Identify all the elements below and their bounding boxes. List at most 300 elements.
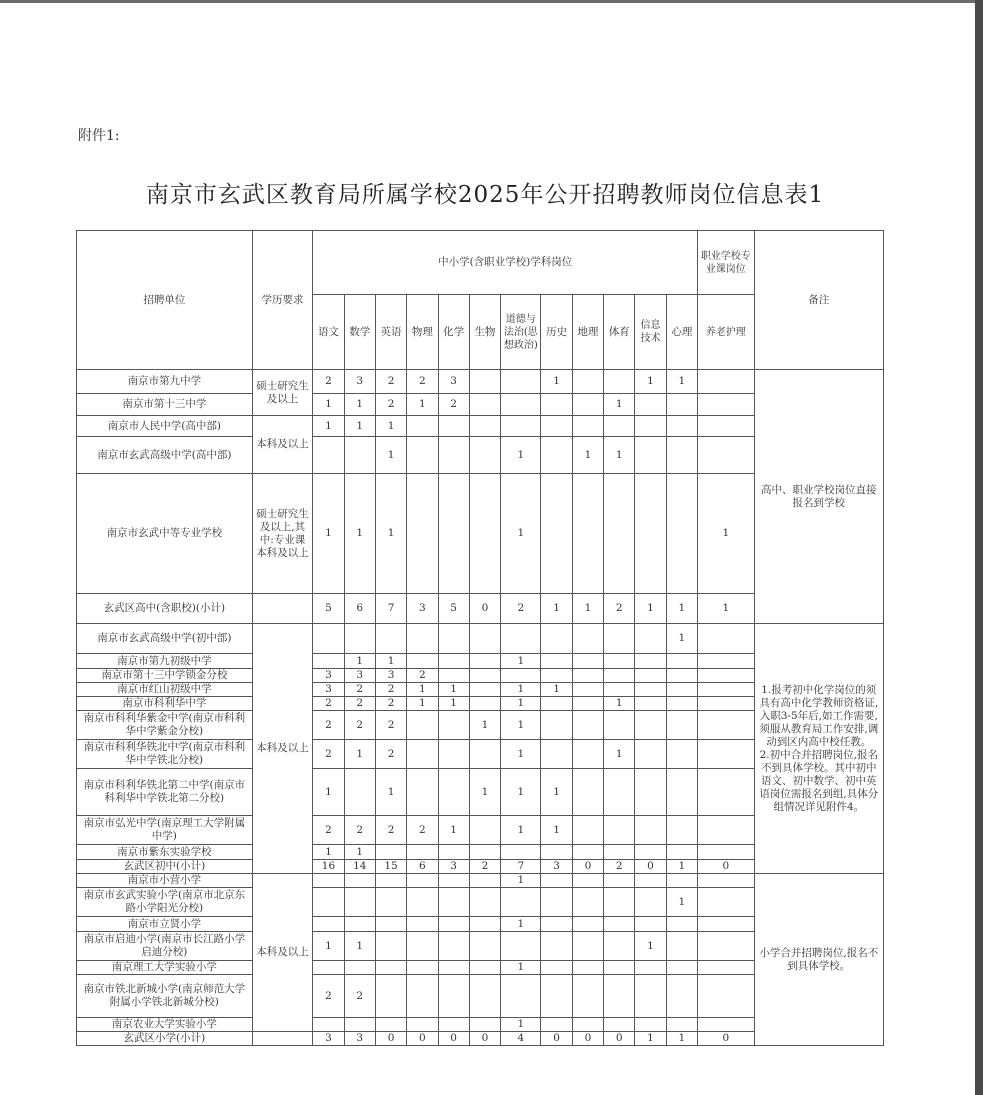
value-cell xyxy=(469,370,500,394)
value-cell: 3 xyxy=(541,860,572,874)
value-cell xyxy=(469,683,500,697)
value-cell xyxy=(469,917,500,932)
unit-name: 南京市科利华紫金中学(南京市科利华中学紫金分校) xyxy=(77,711,253,740)
value-cell: 3 xyxy=(438,860,469,874)
value-cell: 3 xyxy=(313,683,344,697)
value-cell xyxy=(635,624,666,654)
value-cell xyxy=(698,888,755,917)
page-title: 南京市玄武区教育局所属学校2025年公开招聘教师岗位信息表1 xyxy=(145,182,825,208)
value-cell: 2 xyxy=(407,816,438,845)
value-cell xyxy=(541,888,572,917)
value-cell xyxy=(666,769,697,816)
value-cell: 1 xyxy=(541,594,572,624)
value-cell: 1 xyxy=(698,594,755,624)
header-unit: 招聘单位 xyxy=(77,231,253,370)
value-cell xyxy=(541,669,572,683)
value-cell xyxy=(438,416,469,437)
value-cell: 2 xyxy=(344,816,375,845)
value-cell xyxy=(344,624,375,654)
value-cell xyxy=(698,740,755,769)
value-cell xyxy=(604,1018,635,1032)
value-cell xyxy=(666,697,697,711)
unit-name: 南京市红山初级中学 xyxy=(77,683,253,697)
value-cell: 2 xyxy=(344,683,375,697)
value-cell: 2 xyxy=(313,697,344,711)
value-cell xyxy=(572,711,603,740)
value-cell xyxy=(469,624,500,654)
recruitment-table xyxy=(76,230,884,1046)
header-subject: 英语 xyxy=(375,295,406,370)
value-cell: 2 xyxy=(375,740,406,769)
value-cell xyxy=(666,654,697,669)
value-cell xyxy=(666,474,697,594)
value-cell xyxy=(469,874,500,888)
value-cell xyxy=(666,669,697,683)
education-requirement: 硕士研究生及以上,其中:专业课本科及以上 xyxy=(252,474,313,594)
value-cell: 1 xyxy=(666,624,697,654)
value-cell xyxy=(635,769,666,816)
value-cell xyxy=(604,654,635,669)
value-cell xyxy=(541,416,572,437)
value-cell: 6 xyxy=(344,594,375,624)
value-cell: 6 xyxy=(407,860,438,874)
value-cell xyxy=(604,888,635,917)
value-cell: 0 xyxy=(635,860,666,874)
value-cell: 2 xyxy=(407,669,438,683)
value-cell xyxy=(375,932,406,961)
value-cell: 2 xyxy=(375,816,406,845)
unit-name: 南京市科利华中学 xyxy=(77,697,253,711)
value-cell xyxy=(572,669,603,683)
value-cell xyxy=(572,816,603,845)
header-subject: 物理 xyxy=(407,295,438,370)
value-cell xyxy=(698,624,755,654)
value-cell xyxy=(469,654,500,669)
table-row xyxy=(77,370,884,394)
value-cell: 1 xyxy=(344,740,375,769)
value-cell xyxy=(698,669,755,683)
value-cell xyxy=(344,917,375,932)
table-row xyxy=(77,624,884,654)
value-cell xyxy=(407,917,438,932)
unit-name: 南京市玄武高级中学(初中部) xyxy=(77,624,253,654)
value-cell xyxy=(572,697,603,711)
value-cell: 1 xyxy=(407,697,438,711)
value-cell xyxy=(572,1018,603,1032)
value-cell xyxy=(541,624,572,654)
value-cell xyxy=(572,740,603,769)
value-cell xyxy=(635,437,666,474)
value-cell: 2 xyxy=(407,370,438,394)
value-cell: 0 xyxy=(698,1032,755,1046)
value-cell xyxy=(635,416,666,437)
unit-name: 南京市玄武实验小学(南京市北京东路小学阳光分校) xyxy=(77,888,253,917)
education-requirement xyxy=(252,1032,313,1046)
value-cell xyxy=(541,932,572,961)
value-cell xyxy=(572,769,603,816)
value-cell xyxy=(698,1018,755,1032)
value-cell xyxy=(313,917,344,932)
value-cell: 2 xyxy=(375,370,406,394)
value-cell: 1 xyxy=(313,394,344,416)
value-cell xyxy=(344,888,375,917)
value-cell: 1 xyxy=(501,711,541,740)
unit-name: 南京市小营小学 xyxy=(77,874,253,888)
value-cell xyxy=(666,932,697,961)
value-cell: 1 xyxy=(344,394,375,416)
value-cell xyxy=(666,394,697,416)
value-cell xyxy=(698,711,755,740)
value-cell xyxy=(698,437,755,474)
value-cell: 1 xyxy=(313,845,344,860)
value-cell xyxy=(438,1018,469,1032)
value-cell xyxy=(698,416,755,437)
value-cell xyxy=(604,370,635,394)
unit-name: 南京市立贤小学 xyxy=(77,917,253,932)
scrollbar-track[interactable] xyxy=(975,0,983,1095)
value-cell: 1 xyxy=(501,683,541,697)
value-cell xyxy=(469,961,500,975)
value-cell xyxy=(438,961,469,975)
value-cell xyxy=(635,683,666,697)
value-cell xyxy=(541,917,572,932)
value-cell xyxy=(666,874,697,888)
unit-name: 南京理工大学实验小学 xyxy=(77,961,253,975)
unit-name: 南京市铁北新城小学(南京师范大学附属小学铁北新城分校) xyxy=(77,975,253,1018)
value-cell: 5 xyxy=(438,594,469,624)
value-cell xyxy=(635,961,666,975)
value-cell xyxy=(438,769,469,816)
value-cell: 2 xyxy=(501,594,541,624)
value-cell xyxy=(375,961,406,975)
attachment-label: 附件1: xyxy=(78,128,120,144)
value-cell: 1 xyxy=(407,683,438,697)
value-cell: 2 xyxy=(438,394,469,416)
value-cell: 1 xyxy=(604,437,635,474)
value-cell xyxy=(635,816,666,845)
header-subject: 体育 xyxy=(604,295,635,370)
header-subject: 数学 xyxy=(344,295,375,370)
value-cell: 1 xyxy=(344,474,375,594)
value-cell xyxy=(344,769,375,816)
value-cell xyxy=(572,932,603,961)
value-cell: 1 xyxy=(666,594,697,624)
value-cell xyxy=(313,888,344,917)
unit-name: 南京市第九中学 xyxy=(77,370,253,394)
value-cell xyxy=(666,917,697,932)
value-cell: 3 xyxy=(407,594,438,624)
unit-name: 南京市人民中学(高中部) xyxy=(77,416,253,437)
value-cell xyxy=(604,474,635,594)
value-cell xyxy=(469,932,500,961)
value-cell xyxy=(438,845,469,860)
header-subject: 信息技术 xyxy=(635,295,666,370)
value-cell: 2 xyxy=(375,394,406,416)
value-cell: 1 xyxy=(375,437,406,474)
unit-name: 南京市玄武高级中学(高中部) xyxy=(77,437,253,474)
value-cell: 15 xyxy=(375,860,406,874)
value-cell xyxy=(469,845,500,860)
value-cell xyxy=(541,697,572,711)
value-cell xyxy=(541,845,572,860)
unit-name: 南京市第十三中学锁金分校 xyxy=(77,669,253,683)
value-cell xyxy=(438,740,469,769)
value-cell: 2 xyxy=(604,860,635,874)
value-cell: 4 xyxy=(501,1032,541,1046)
education-requirement xyxy=(252,594,313,624)
value-cell xyxy=(313,1018,344,1032)
value-cell xyxy=(344,961,375,975)
value-cell xyxy=(469,816,500,845)
value-cell xyxy=(666,845,697,860)
value-cell xyxy=(541,874,572,888)
value-cell: 1 xyxy=(501,961,541,975)
value-cell: 1 xyxy=(666,1032,697,1046)
value-cell: 1 xyxy=(604,697,635,711)
value-cell xyxy=(438,874,469,888)
value-cell xyxy=(344,1018,375,1032)
value-cell: 1 xyxy=(313,416,344,437)
value-cell xyxy=(469,474,500,594)
value-cell xyxy=(438,917,469,932)
value-cell xyxy=(501,394,541,416)
value-cell xyxy=(698,961,755,975)
value-cell xyxy=(501,669,541,683)
unit-name: 南京市启迪小学(南京市长江路小学启迪分校) xyxy=(77,932,253,961)
value-cell: 1 xyxy=(666,860,697,874)
value-cell: 1 xyxy=(501,1018,541,1032)
value-cell xyxy=(635,474,666,594)
value-cell: 2 xyxy=(469,860,500,874)
value-cell xyxy=(604,624,635,654)
value-cell: 3 xyxy=(438,370,469,394)
value-cell: 3 xyxy=(375,669,406,683)
value-cell: 1 xyxy=(541,370,572,394)
value-cell: 2 xyxy=(313,740,344,769)
value-cell xyxy=(438,932,469,961)
unit-name: 玄武区小学(小计) xyxy=(77,1032,253,1046)
value-cell: 2 xyxy=(313,975,344,1018)
value-cell: 1 xyxy=(501,816,541,845)
header-subject: 历史 xyxy=(541,295,572,370)
value-cell xyxy=(698,816,755,845)
education-requirement: 硕士研究生及以上 xyxy=(252,370,313,416)
value-cell xyxy=(438,975,469,1018)
value-cell: 1 xyxy=(313,474,344,594)
value-cell xyxy=(469,394,500,416)
value-cell xyxy=(635,874,666,888)
value-cell xyxy=(541,740,572,769)
value-cell xyxy=(635,394,666,416)
unit-name: 南京市科利华铁北第二中学(南京市科利华中学铁北第二分校) xyxy=(77,769,253,816)
value-cell xyxy=(572,370,603,394)
value-cell xyxy=(407,769,438,816)
value-cell: 1 xyxy=(438,683,469,697)
table-row xyxy=(77,874,884,888)
value-cell: 1 xyxy=(501,769,541,816)
value-cell xyxy=(572,888,603,917)
value-cell xyxy=(698,683,755,697)
education-requirement: 本科及以上 xyxy=(252,624,313,874)
value-cell: 0 xyxy=(438,1032,469,1046)
value-cell: 0 xyxy=(541,1032,572,1046)
value-cell: 2 xyxy=(313,816,344,845)
unit-name: 南京市弘光中学(南京理工大学附属中学) xyxy=(77,816,253,845)
value-cell: 2 xyxy=(375,683,406,697)
value-cell: 7 xyxy=(501,860,541,874)
value-cell xyxy=(635,1018,666,1032)
value-cell xyxy=(635,740,666,769)
value-cell xyxy=(438,474,469,594)
value-cell xyxy=(604,917,635,932)
value-cell xyxy=(604,416,635,437)
value-cell xyxy=(469,437,500,474)
value-cell xyxy=(698,769,755,816)
header-subject: 道德与法治(思想政治) xyxy=(501,295,541,370)
value-cell: 1 xyxy=(698,474,755,594)
value-cell xyxy=(604,845,635,860)
value-cell: 1 xyxy=(313,769,344,816)
value-cell xyxy=(572,917,603,932)
value-cell xyxy=(407,1018,438,1032)
value-cell: 0 xyxy=(604,1032,635,1046)
value-cell xyxy=(375,874,406,888)
value-cell xyxy=(407,416,438,437)
value-cell: 1 xyxy=(541,769,572,816)
value-cell: 2 xyxy=(375,697,406,711)
value-cell: 2 xyxy=(344,711,375,740)
value-cell xyxy=(313,437,344,474)
value-cell xyxy=(698,394,755,416)
value-cell xyxy=(375,1018,406,1032)
value-cell xyxy=(666,711,697,740)
value-cell: 0 xyxy=(407,1032,438,1046)
value-cell xyxy=(541,1018,572,1032)
value-cell xyxy=(666,416,697,437)
value-cell: 1 xyxy=(666,888,697,917)
value-cell xyxy=(698,370,755,394)
value-cell xyxy=(666,1018,697,1032)
header-education: 学历要求 xyxy=(252,231,313,370)
value-cell xyxy=(635,845,666,860)
value-cell xyxy=(698,845,755,860)
unit-name: 玄武区初中(小计) xyxy=(77,860,253,874)
value-cell: 0 xyxy=(698,860,755,874)
value-cell xyxy=(604,932,635,961)
value-cell xyxy=(698,932,755,961)
header-subject: 心理 xyxy=(666,295,697,370)
value-cell xyxy=(438,654,469,669)
value-cell xyxy=(698,654,755,669)
value-cell xyxy=(438,624,469,654)
value-cell xyxy=(572,683,603,697)
value-cell xyxy=(572,961,603,975)
value-cell xyxy=(438,437,469,474)
value-cell xyxy=(666,437,697,474)
value-cell: 3 xyxy=(313,669,344,683)
value-cell xyxy=(407,474,438,594)
value-cell xyxy=(572,975,603,1018)
unit-name: 南京市第十三中学 xyxy=(77,394,253,416)
value-cell xyxy=(313,874,344,888)
value-cell: 1 xyxy=(313,932,344,961)
value-cell xyxy=(407,888,438,917)
value-cell xyxy=(541,711,572,740)
value-cell xyxy=(469,669,500,683)
value-cell: 1 xyxy=(604,394,635,416)
value-cell: 1 xyxy=(344,654,375,669)
education-requirement: 本科及以上 xyxy=(252,874,313,1032)
value-cell xyxy=(666,816,697,845)
value-cell: 1 xyxy=(344,932,375,961)
value-cell xyxy=(572,474,603,594)
value-cell xyxy=(501,370,541,394)
value-cell: 1 xyxy=(541,816,572,845)
value-cell xyxy=(407,740,438,769)
value-cell xyxy=(635,711,666,740)
value-cell xyxy=(604,961,635,975)
value-cell: 1 xyxy=(501,740,541,769)
value-cell xyxy=(666,961,697,975)
unit-name: 南京市科利华铁北中学(南京市科利华中学铁北分校) xyxy=(77,740,253,769)
value-cell xyxy=(604,669,635,683)
value-cell: 1 xyxy=(407,394,438,416)
value-cell xyxy=(438,888,469,917)
value-cell xyxy=(572,416,603,437)
value-cell: 0 xyxy=(572,860,603,874)
value-cell: 1 xyxy=(501,917,541,932)
value-cell: 0 xyxy=(572,1032,603,1046)
value-cell xyxy=(635,975,666,1018)
value-cell xyxy=(375,845,406,860)
value-cell xyxy=(604,975,635,1018)
value-cell xyxy=(375,917,406,932)
education-requirement: 本科及以上 xyxy=(252,416,313,474)
value-cell: 1 xyxy=(541,683,572,697)
unit-name: 南京市紫东实验学校 xyxy=(77,845,253,860)
value-cell xyxy=(407,624,438,654)
value-cell xyxy=(469,740,500,769)
value-cell xyxy=(541,394,572,416)
unit-name: 南京市玄武中等专业学校 xyxy=(77,474,253,594)
value-cell xyxy=(572,394,603,416)
value-cell xyxy=(501,888,541,917)
value-cell xyxy=(501,932,541,961)
value-cell: 1 xyxy=(572,437,603,474)
value-cell xyxy=(344,874,375,888)
value-cell: 1 xyxy=(635,370,666,394)
value-cell: 1 xyxy=(344,845,375,860)
value-cell xyxy=(469,1018,500,1032)
value-cell: 1 xyxy=(375,474,406,594)
value-cell xyxy=(469,888,500,917)
value-cell xyxy=(407,874,438,888)
table-body xyxy=(77,370,884,1046)
value-cell xyxy=(407,654,438,669)
value-cell xyxy=(407,845,438,860)
value-cell xyxy=(698,697,755,711)
value-cell xyxy=(501,845,541,860)
value-cell: 1 xyxy=(375,769,406,816)
value-cell: 2 xyxy=(604,594,635,624)
value-cell xyxy=(407,961,438,975)
value-cell xyxy=(698,917,755,932)
value-cell xyxy=(541,961,572,975)
header-subject: 养老护理 xyxy=(698,295,755,370)
value-cell: 1 xyxy=(438,816,469,845)
value-cell xyxy=(572,874,603,888)
unit-name: 玄武区高中(含职校)(小计) xyxy=(77,594,253,624)
